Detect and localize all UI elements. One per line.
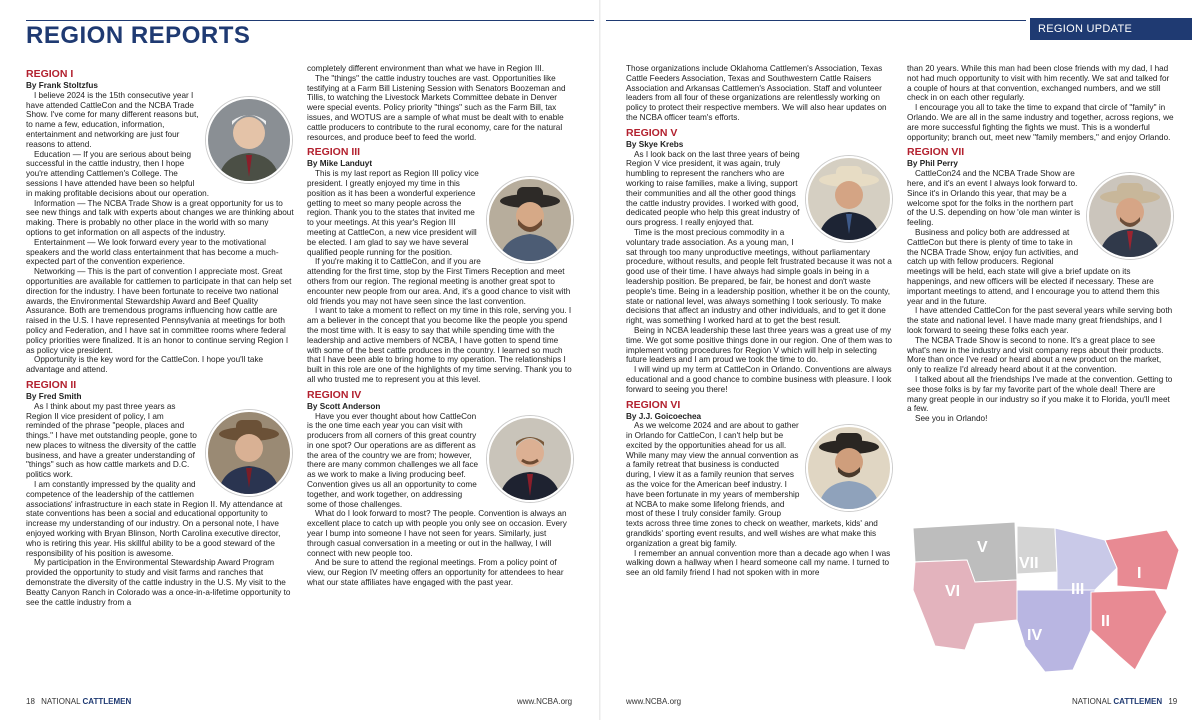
paragraph: As I think about my past three years as Region II vice president of policy, I am reminded of the phrase "people, places and things." I have met outstanding people, gone to new places to witness the diversity of the cattle business, and have a greater understanding of "things" such as how cattle markets and D.C. politics work. bbox=[26, 401, 197, 480]
brand-word: NATIONAL bbox=[1072, 697, 1112, 706]
us-region-map bbox=[905, 520, 1183, 680]
map-label-i: I bbox=[1137, 565, 1142, 582]
paragraph: Entertainment — We look forward every year to the motivational speakers and the world class entertainment that has become a much-expected part of the convention experience. bbox=[26, 237, 279, 267]
paragraph: This is my last report as Region III policy vice president. I greatly enjoyed my time in this position as it has been a wonderful experience getting to meet so many people across the region. Thank you to the states that invited me to your meetings. At this year's Region III meeting at CattleCon, a new vice president will be elected. I am glad to say we have several qualified people running for the position. bbox=[307, 169, 479, 257]
paragraph: Opportunity is the key word for the CattleCon. I hope you'll take advantage and attend. bbox=[26, 355, 264, 375]
paragraph: As we welcome 2024 and are about to gather in Orlando for CattleCon, I can't help but be excited by the opportunities ahead for us all. While many may view the annual convention as a family retreat that business is conducted during, I view it as a family reunion that serves as the voice for the American beef industry. I have been fortunate in my years of membership at NCBA to make some lifelong friends, and most of these I truly consider family. Group texts across three time zones to check on weather, markets, kids' and grandkids' sporting event results, and well wishes are what make this organization a great big family. bbox=[626, 421, 878, 548]
column-1 bbox=[26, 64, 294, 664]
region-heading: REGION IV bbox=[307, 388, 362, 401]
map-label-ii: II bbox=[1101, 613, 1110, 630]
paragraph: I have attended CattleCon for the past several years while serving both the state and national level. I have made many great friendships, and I look forward to seeing these folks each year. bbox=[907, 306, 1173, 335]
byline: By Frank Stoltzfus bbox=[26, 81, 98, 90]
author-photo bbox=[487, 416, 573, 502]
paragraph: Have you ever thought about how CattleCon is the one time each year you can visit with producers from all corners of this great country in one spot? Our operations are as different as the area of the country we are from; however, there are many common challenges we all face as we work to make a living producing beef. Convention gives us all an opportunity to come together, and work together, on addressing some of those challenges. bbox=[307, 411, 479, 509]
paragraph: I am constantly impressed by the quality and competence of the leadership of the cattlemen associations' infrastructure in each state in Region II. My attendance at state conventions has been a social and educational opportunity to increase my understanding of our industry. On a personal note, I have enjoyed working with Bryan Blinson, North Carolina executive director, who is retiring this year. His skillful ability to be a good steward of the responsibility of his position is awesome. bbox=[26, 480, 283, 558]
byline: By Skye Krebs bbox=[626, 139, 684, 149]
paragraph: Business and policy both are addressed at CattleCon but there is plenty of time to take in the NCBA Trade Show, enjoy fun activities, and catch up with fellow producers. Regional meetings will be held, each state will give a brief update on its happenings, and new officers will be elected if necessary. These are important meetings to attend, and I encourage you to attend them this year and in the future. bbox=[907, 227, 1160, 306]
region-heading: REGION II bbox=[26, 378, 77, 391]
paragraph: And be sure to attend the regional meetings. From a policy point of view, our Region IV meeting offers an opportunity for attendees to hear what our state affiliates have engaged with the past year. bbox=[307, 558, 564, 588]
region-heading: REGION VI bbox=[626, 398, 681, 411]
brand-word: NATIONAL bbox=[41, 697, 81, 706]
map-label-iii: III bbox=[1071, 581, 1085, 598]
column-3 bbox=[626, 64, 894, 664]
footer-right bbox=[1072, 697, 1177, 706]
column-2 bbox=[307, 64, 575, 664]
byline: By Mike Landuyt bbox=[307, 159, 373, 169]
byline: By Fred Smith bbox=[26, 391, 82, 401]
paragraph: Time is the most precious commodity in a voluntary trade association. As a young man, I sat through too many unproductive meetings, without parliamentary procedure, without results, and people felt frustrated because it was not a good use of their time. I have always had simple goals in being in a leadership position. Be prepared, be fair, be honest and don't waste people's time. Being in a leadership position, whether it be on the county, state or national level, was always something I took seriously. To make decisions that affect an industry and other individuals, and to get it done right, was something I worked hard at to get the best result. bbox=[626, 227, 892, 326]
paragraph: I want to take a moment to reflect on my time in this role, serving you. I am a believer in the concept that you become like the people you spend the most time with. It is easy to say that while spending time with the leadership and active members of NCBA, I have gotten to spend time with some of the best cattle produces in the country. I learned so much that I have been able to bring home to my operation. The relationships I built in this role are one of the highlights of my time serving. Thank you to all who trusted me to represent you at this level. bbox=[307, 306, 572, 384]
footer-left bbox=[26, 697, 131, 706]
region-heading: REGION V bbox=[626, 126, 678, 139]
paragraph: than 20 years. While this man had been close friends with my dad, I had not had much opportunity to visit with him recently. We sat and talked for a couple of hours at that convention, exchanged numbers, and we still check in on each other regularly. bbox=[907, 64, 1170, 103]
paragraph: completely different environment than what we have in Region III. bbox=[307, 64, 544, 73]
paragraph: Information — The NCBA Trade Show is a great opportunity for us to see new things and talk with experts about changes we are thinking about making. There is probably no other place in the world with so many options to get information on all aspects of the industry. bbox=[26, 198, 294, 237]
map-label-vi: VI bbox=[945, 583, 961, 600]
paragraph: I remember an annual convention more than a decade ago when I was walking down a hallway when I heard someone call my name. I turned to see an old family friend I had not spoken with in more bbox=[626, 548, 891, 578]
map-label-vii: VII bbox=[1019, 555, 1039, 572]
brand-word-bold: CATTLEMEN bbox=[1113, 697, 1163, 706]
paragraph: Those organizations include Oklahoma Cattlemen's Association, Texas Cattle Feeders Association, Texas and Southwestern Cattle Raisers Association and Arkansas Cattlemen's Association. Staff and volunteer leaders from all four of these organizations are relentlessly working on policy to protect their respective members. We will also hear updates on the NCBA officer team's efforts. bbox=[626, 64, 887, 122]
paragraph: My participation in the Environmental Stewardship Award Program provided the opportunity to study and visit farms and ranches that demonstrate the diversity of the cattle industry in the U.S. My visit to the Beatty Canyon Ranch in Colorado was a once-in-a-lifetime opportunity to see the cattle industry from a bbox=[26, 558, 291, 607]
header-rule-right bbox=[606, 20, 1026, 21]
paragraph: The "things" the cattle industry touches are vast. Opportunities like testifying at a Farm Bill Listening Session with Senators Boozeman and Tillis, to watching the Livestock Markets Committee debate in Denver were special events. Policy priority "things" such as the Farm Bill, tax issues, and WOTUS are a sample of what must be dealt with to enable cattle producers to contribute to the rural economy, care for the natural resources, and produce beef to feed the world. bbox=[307, 73, 566, 142]
map-label-iv: IV bbox=[1027, 627, 1043, 644]
paragraph: I will wind up my term at CattleCon in Orlando. Conventions are always educational and a good chance to combine business with pleasure. I look forward to seeing you there! bbox=[626, 365, 892, 394]
page-title: REGION REPORTS bbox=[26, 22, 251, 49]
byline: By Phil Perry bbox=[907, 159, 958, 169]
author-photo bbox=[806, 156, 892, 242]
paragraph: If you're making it to CattleCon, and if you are attending for the first time, stop by the First Timers Reception and meet others from our region. The regional meeting is another great spot to encounter new people from our area. And, it's a good chance to visit with old friends you may not have seen since the last convention. bbox=[307, 257, 571, 306]
brand-word-bold: CATTLEMEN bbox=[82, 697, 132, 706]
region-heading: REGION I bbox=[26, 68, 74, 80]
page-number: 18 bbox=[26, 697, 35, 706]
footer-url-left[interactable]: www.NCBA.org bbox=[517, 697, 573, 706]
header-rule-left bbox=[26, 20, 594, 21]
paragraph: Networking — This is the part of convention I appreciate most. Great opportunities are available for cattlemen to participate in that can help set direction for the industry. I have been fortunate to receive two national awards, the Environmental Stewardship Award and Beef Quality Assurance. Both are tremendous programs influencing how cattle are raised in the U.S. I have represented Pennsylvania at meetings for both policy and Federation, and I have sat in committee rooms where federal policy priorities were finalized. It is an honor to continue serving Region I as policy vice president. bbox=[26, 267, 292, 355]
author-photo bbox=[806, 425, 892, 511]
region-heading: REGION III bbox=[307, 146, 361, 159]
column-4 bbox=[907, 64, 1175, 520]
map-region-iii bbox=[1055, 528, 1117, 590]
page-number: 19 bbox=[1168, 697, 1178, 706]
paragraph: As I look back on the last three years of being Region V vice president, it was again, truly humbling to represent the ranchers who are working to raise families, make a living, support their communities and all the other good things the cattle industry provides. I worked with good, dedicated people who help this great industry of ours progress. I really enjoyed that. bbox=[626, 149, 800, 228]
author-photo bbox=[206, 97, 292, 183]
map-region-ii bbox=[1091, 590, 1167, 670]
paragraph: CattleCon24 and the NCBA Trade Show are here, and it's an event I always look forward to. Since it's in Orlando this year, that may be a welcome spot for the folks in the northern part of the U.S. depending on how 'ole man winter is feeling. bbox=[907, 169, 1081, 228]
region-heading: REGION VII bbox=[907, 146, 965, 159]
byline: By J.J. Goicoechea bbox=[626, 411, 702, 421]
author-photo bbox=[1087, 173, 1173, 259]
paragraph: See you in Orlando! bbox=[915, 414, 988, 424]
paragraph: What do I look forward to most? The people. Convention is always an excellent place to catch up with people you only see on occasion. Every year I bump into someone I have not seen for years. Similarly, just through casual conversation in a meeting or out in the hallway, I will connect with new people too. bbox=[307, 509, 567, 558]
paragraph: I believe 2024 is the 15th consecutive year I have attended CattleCon and the NCBA Trade Show. I've come for many different reasons but, to name a few, education, information, entertainment and networking are just four reasons to attend. bbox=[26, 90, 199, 149]
byline: By Scott Anderson bbox=[307, 401, 381, 411]
section-tab: REGION UPDATE bbox=[1030, 18, 1192, 40]
paragraph: I talked about all the friendships I've made at the convention. Getting to see those folks is by far my favorite part of the whole deal! There are many great people in our industry so if you make it to Florida, you'll meet a few. bbox=[907, 374, 1173, 414]
author-photo bbox=[487, 177, 573, 263]
paragraph: Education — If you are serious about being successful in the cattle industry, then I hope you're attending Cattlemen's College. The sessions I have attended have been so helpful in making profitable decisions about our operation. bbox=[26, 149, 209, 198]
paragraph: I encourage you all to take the time to expand that circle of "family" in Orlando. We are all in the same industry and together, across regions, we are more successful fighting the fights we must. This is a wonderful opportunity; branch out, meet new "family members," and enjoy Orlando. bbox=[907, 103, 1174, 142]
gutter bbox=[599, 0, 601, 720]
paragraph: The NCBA Trade Show is second to none. It's a great place to see what's new in the industry and visit company reps about their products. More than once I've read or heard about a new product on the market, only to realize I'd already heard about it at the convention. bbox=[907, 335, 1164, 375]
author-photo bbox=[206, 410, 292, 496]
map-region-i bbox=[1105, 530, 1179, 590]
paragraph: Being in NCBA leadership these last three years was a great use of my time. We got some positive things done in our region. One of them was to implement voting procedures for Region V which will help in selecting future leaders and I am proud we took the time to do. bbox=[626, 325, 893, 365]
footer-url-right[interactable]: www.NCBA.org bbox=[626, 697, 682, 706]
map-label-v: V bbox=[977, 539, 988, 556]
